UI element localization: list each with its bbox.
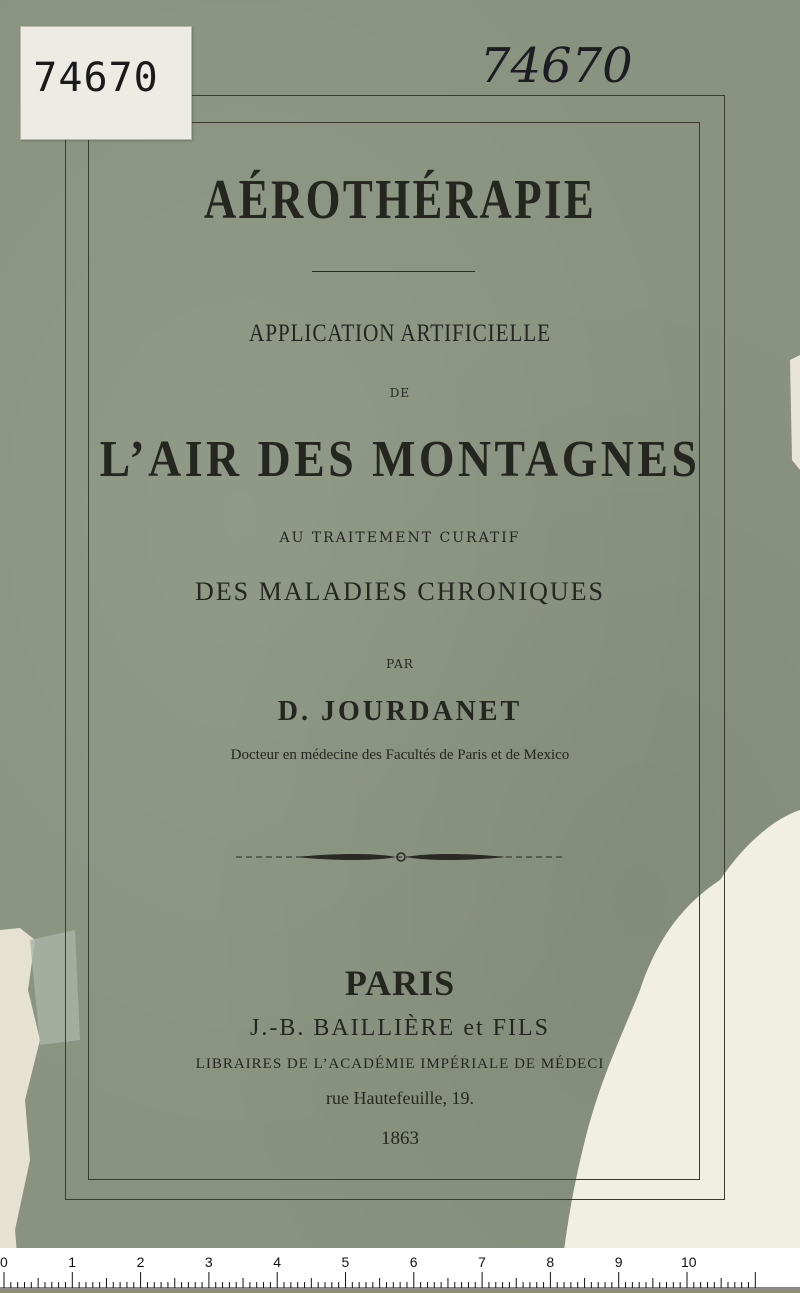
publication-year: 1863 [381, 1128, 419, 1149]
scale-ruler [0, 1248, 800, 1289]
title: AÉROTHÉRAPIE [203, 169, 597, 231]
subtitle-line3: DES MALADIES CHRONIQUES [194, 577, 605, 606]
publisher-address: rue Hautefeuille, 19. [326, 1088, 474, 1108]
ruler-label: 3 [204, 1254, 213, 1270]
ruler-label: 2 [136, 1254, 145, 1270]
catalog-number: 74670 [33, 55, 159, 101]
by-label: PAR [386, 657, 414, 671]
catalog-sticker [20, 26, 192, 140]
ruler-ticks [0, 1248, 800, 1289]
ruler-label: 7 [478, 1254, 486, 1270]
ruler-label: 10 [681, 1254, 697, 1270]
ruler-label: 0 [0, 1254, 8, 1270]
ruler-label: 4 [273, 1254, 281, 1270]
author-name: D. JOURDANET [277, 696, 523, 727]
handwritten-number: 74670 [480, 38, 633, 94]
author-credentials: Docteur en médecine des Facultés de Paris et de Mexico [230, 747, 570, 763]
subtitle-line1: APPLICATION ARTIFICIELLE [249, 320, 551, 347]
ruler-label: 1 [68, 1254, 77, 1270]
subtitle-line2: AU TRAITEMENT CURATIF [279, 530, 521, 546]
publisher: J.-B. BAILLIÈRE et FILS [250, 1015, 550, 1041]
city: PARIS [344, 963, 456, 1003]
publisher-detail: LIBRAIRES DE L’ACADÉMIE IMPÉRIALE DE MÉDECI [195, 1056, 605, 1072]
ruler-label: 9 [614, 1254, 623, 1270]
main-title: L’AIR DES MONTAGNES [99, 431, 701, 488]
ruler-label: 6 [409, 1254, 418, 1270]
subtitle-de: DE [389, 386, 411, 400]
ruler-label: 8 [546, 1254, 555, 1270]
title-rule [312, 271, 475, 272]
ornament-divider [236, 848, 566, 866]
ruler-label: 5 [341, 1254, 350, 1270]
